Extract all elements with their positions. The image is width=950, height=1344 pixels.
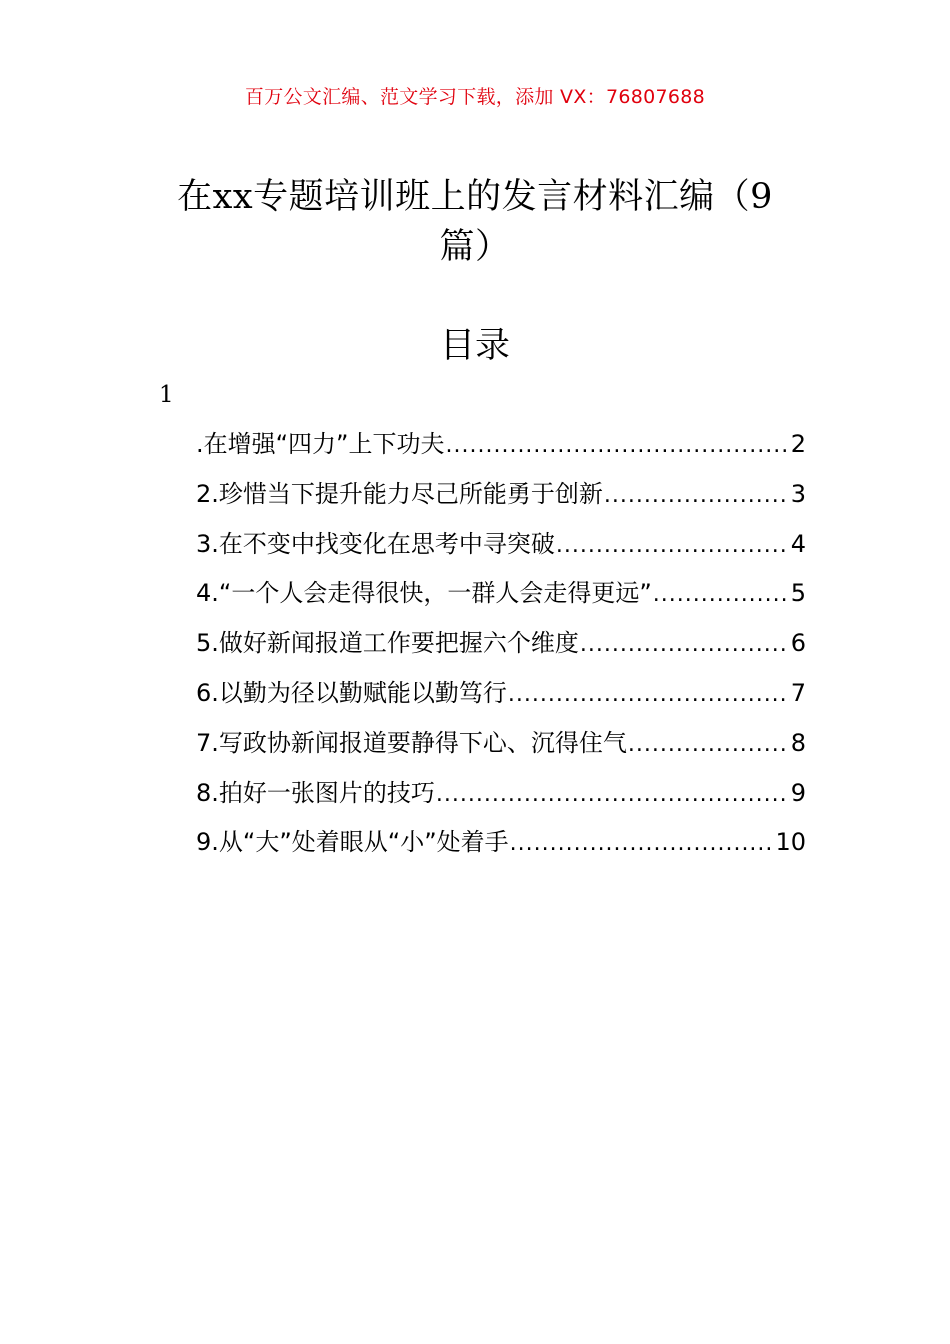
toc-dot-leader (508, 679, 790, 711)
toc-entry[interactable] (196, 727, 806, 777)
toc-entry[interactable] (196, 777, 806, 827)
toc-entry[interactable] (196, 428, 806, 478)
toc-heading: 目录 (439, 326, 510, 366)
toc-dot-leader (556, 530, 790, 562)
toc-entry[interactable] (196, 478, 806, 528)
title-line2: 篇） (439, 227, 511, 267)
toc-entry-title: 6.以勤为径以勤赋能以勤笃行 (196, 678, 507, 707)
header-banner: 百万公文汇编、范文学习下载，添加 VX：76807688 (244, 86, 706, 108)
title-prefix: 在 (177, 177, 213, 217)
toc-entry[interactable] (196, 677, 806, 727)
toc-dot-leader (510, 828, 775, 860)
toc-entry[interactable] (196, 826, 806, 876)
toc-entry[interactable] (196, 528, 806, 578)
toc-dot-leader (446, 430, 790, 462)
toc-entry-title: 7.写政协新闻报道要静得下心、沉得住气 (196, 728, 627, 757)
toc-page-number: 10 (775, 828, 806, 857)
toc-dot-leader (436, 779, 790, 811)
toc-entry-title: .在增强“四力”上下功夫 (196, 430, 445, 458)
toc-dot-leader (580, 629, 790, 661)
toc-entry-title: 2.珍惜当下提升能力尽己所能勇于创新 (196, 479, 603, 508)
toc-entry[interactable] (196, 577, 806, 627)
toc-page-number: 2 (790, 430, 806, 458)
title-number: 9 (750, 177, 773, 217)
toc-entry-title: 3.在不变中找变化在思考中寻突破 (196, 529, 555, 558)
toc-dot-leader (628, 729, 790, 761)
toc-page-number: 5 (790, 579, 806, 608)
toc-entry[interactable] (196, 627, 806, 677)
toc-dot-leader (653, 579, 790, 611)
table-of-contents (196, 428, 806, 876)
toc-entry-title: 5.做好新闻报道工作要把握六个维度 (196, 629, 579, 658)
toc-entry-title: 4.“一个人会走得很快，一群人会走得更远” (196, 579, 652, 608)
toc-page-number: 9 (790, 778, 806, 807)
title-latin: xx (212, 177, 254, 217)
toc-page-number: 3 (790, 479, 806, 508)
toc-page-number: 8 (790, 728, 806, 757)
title-rest: 专题培训班上的发言材料汇编（ (253, 177, 751, 217)
stray-number: 1 (159, 382, 174, 408)
toc-entry-title: 8.拍好一张图片的技巧 (196, 778, 435, 807)
toc-dot-leader (604, 480, 790, 512)
toc-page-number: 6 (790, 629, 806, 658)
document-title (160, 172, 790, 272)
toc-entry-title: 9.从“大”处着眼从“小”处着手 (196, 828, 509, 857)
toc-page-number: 4 (790, 529, 806, 558)
toc-page-number: 7 (790, 678, 806, 707)
